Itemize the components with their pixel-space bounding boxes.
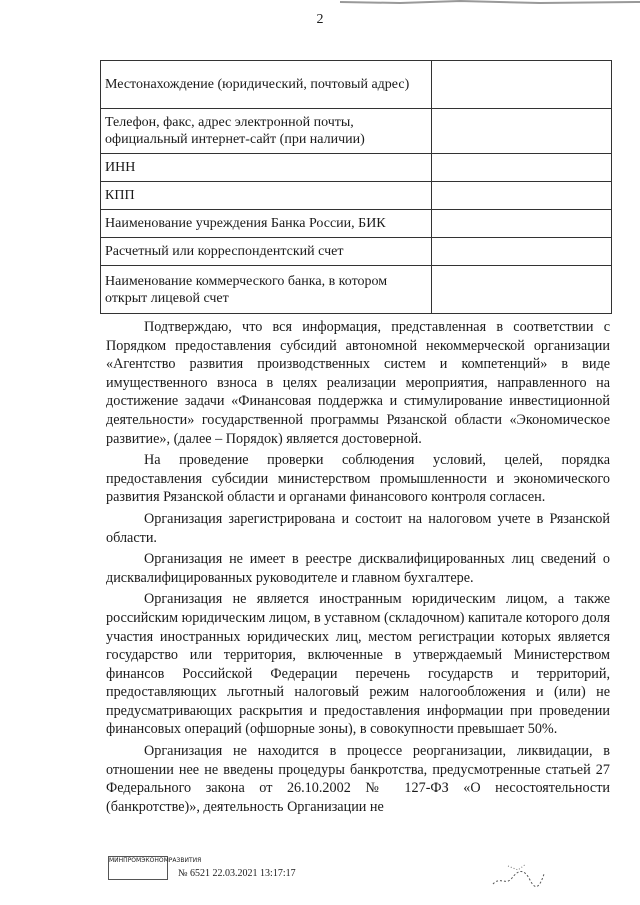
footer	[108, 856, 608, 896]
signature-mark	[488, 856, 548, 892]
row-value	[432, 61, 612, 109]
registration-number: № 6521 22.03.2021 13:17:17	[178, 868, 296, 879]
page-number: 2	[316, 12, 324, 27]
declaration-text	[106, 318, 610, 819]
row-value	[432, 182, 612, 210]
paragraph-tax-registration: Организация зарегистрирована и состоит на налоговом учете в Рязанской области.	[106, 510, 610, 546]
table-row	[101, 210, 612, 238]
scan-edge-mark	[340, 0, 640, 6]
paragraph-reorganization: Организация не находится в процессе реорганизации, ликвидации, в отношении нее не введены процедуры банкротства, предусмотренные статьей 27 Федерального закона от 26.10.2002 № 127-ФЗ «О несостоятельности (банкротстве)», деятельность Организации не	[106, 743, 610, 815]
row-value	[432, 154, 612, 182]
row-label: Расчетный или корреспондентский счет	[101, 238, 432, 266]
paragraph-inspection-consent: На проведение проверки соблюдения условий, целей, порядка предоставления субсидии министерством промышленности и экономического развития Рязанской области и органами финансового контроля согласен.	[106, 452, 610, 506]
row-label: Наименование учреждения Банка России, БИК	[101, 210, 432, 238]
row-label: ИНН	[101, 154, 432, 182]
paragraph-foreign-entity: Организация не является иностранным юридическим лицом, а также российским юридическим лицом, в уставном (складочном) капитале которого доля участия иностранных юридических лиц, местом регистрации которых является государство или территория, включенные в утверждаемый Министерством финансов Российской Федерации перечень государств и территорий, предоставляющих льготный налоговый режим налогообложения и (или) не предусматривающих раскрытия и предоставления информации при проведении финансовых операций (офшорные зоны), в совокупности превышает 50%.	[106, 591, 610, 738]
paragraph-disqualification: Организация не имеет в реестре дисквалифицированных лиц сведений о дисквалифицированных руководителе и главном бухгалтере.	[106, 551, 610, 586]
row-label: Местонахождение (юридический, почтовый адрес)	[101, 61, 432, 109]
row-label: Телефон, факс, адрес электронной почты, официальный интернет-сайт (при наличии)	[101, 109, 432, 154]
row-value	[432, 109, 612, 154]
registration-stamp: МИНПРОМЭКОНОМРАЗВИТИЯ	[108, 856, 168, 880]
table-row	[101, 109, 612, 154]
row-value	[432, 238, 612, 266]
table-row	[101, 182, 612, 210]
table-row	[101, 238, 612, 266]
row-label: Наименование коммерческого банка, в котором открыт лицевой счет	[101, 266, 432, 314]
paragraph-confirmation: Подтверждаю, что вся информация, представленная в соответствии с Порядком предоставления субсидий автономной некоммерческой организации «Агентство развития производственных систем и компетенций» в виде имущественного взноса в целях реализации мероприятия, направленного на достижение задачи «Финансовая поддержка и стимулирование инвестиционной деятельности» государственной программы Рязанской области «Экономическое развитие», (далее – Порядок) является достоверной.	[106, 319, 610, 447]
organization-info-table	[100, 60, 612, 314]
row-value	[432, 210, 612, 238]
row-label: КПП	[101, 182, 432, 210]
row-value	[432, 266, 612, 314]
table-row	[101, 266, 612, 314]
table-row	[101, 61, 612, 109]
table-row	[101, 154, 612, 182]
